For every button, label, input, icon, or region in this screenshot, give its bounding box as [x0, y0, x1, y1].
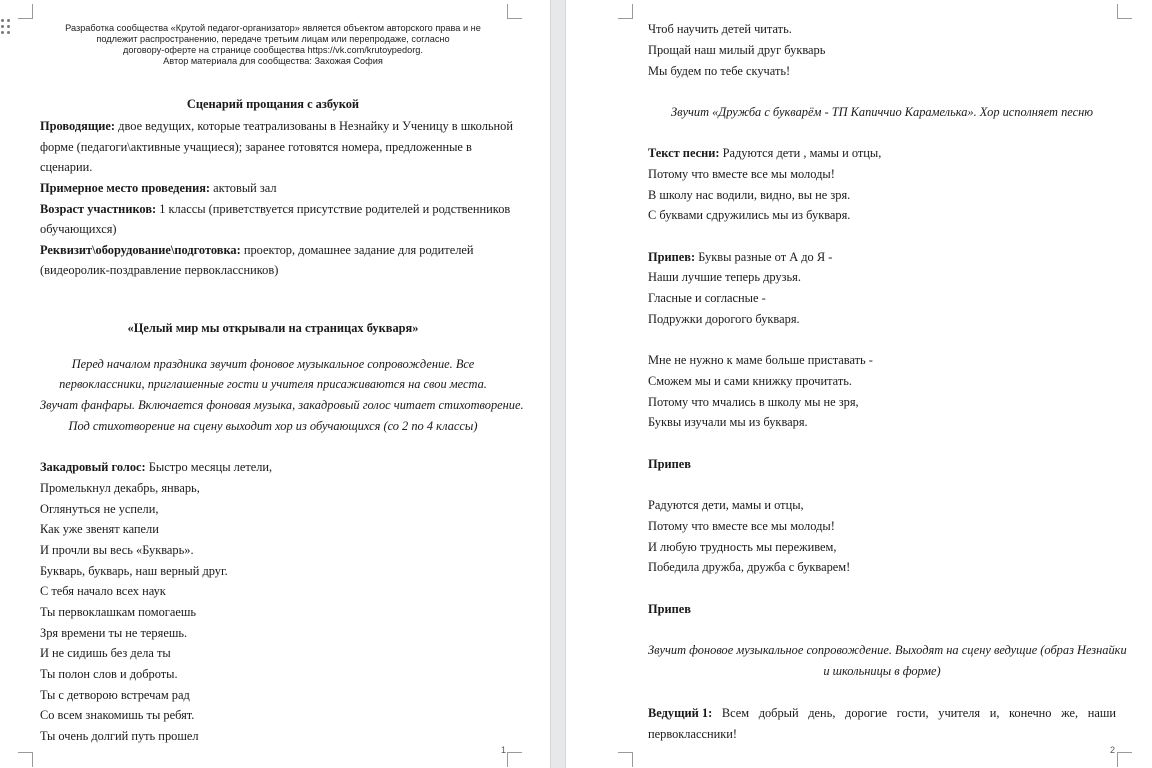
intro-stage-direction: первоклассники, приглашенные гости и учителя присаживаются на свои места.: [59, 377, 487, 391]
voice-paragraph: [40, 460, 272, 475]
song-stage-direction: Звучит «Дружба с букварём - ТП Капиччио Карамелька». Хор исполняет песню: [670, 105, 1093, 119]
hosts-label: Проводящие:: [40, 119, 116, 133]
lyrics-line: Буквы разные от А до Я -: [695, 250, 833, 264]
poem-line: Ты очень долгий путь прошел: [40, 729, 199, 743]
table-move-handle-icon[interactable]: [0, 18, 14, 36]
lyrics-line: Радуются дети , мамы и отцы,: [719, 146, 882, 160]
margin-corner-mark: [18, 752, 33, 767]
lyrics-line: И любую трудность мы переживем,: [648, 540, 837, 554]
hosts-text: сценарии.: [40, 160, 93, 174]
lyrics-line: Подружки дорогого букваря.: [648, 312, 800, 326]
lyrics-line: Наши лучшие теперь друзья.: [648, 270, 801, 284]
speech-word: день,: [808, 706, 836, 720]
props-paragraph: [40, 243, 474, 258]
poem-line: Ты полон слов и доброты.: [40, 667, 178, 681]
intro-stage-direction: Звучат фанфары. Включается фоновая музыка, закадровый голос читает стихотворение.: [40, 398, 524, 412]
poem-line: Оглянуться не успели,: [40, 502, 159, 516]
lyrics-line: Сможем мы и сами книжку прочитать.: [648, 374, 852, 388]
document-page-1[interactable]: [0, 0, 550, 768]
age-text: 1 классы (приветствуется присутствие родителей и родственников: [156, 202, 511, 216]
lyrics-line: С буквами сдружились мы из букваря.: [648, 208, 851, 222]
refrain-heading: Припев: [648, 457, 691, 471]
poem-line: Зря времени ты не теряешь.: [40, 626, 188, 640]
lyrics-label: Текст песни:: [648, 146, 720, 160]
lyrics-line: Потому что мчались в школу мы не зря,: [648, 395, 859, 409]
speech-word: дорогие: [845, 706, 888, 720]
hosts-text: форме (педагоги\активные учащиеся); заранее готовятся номера, предложенные в: [40, 140, 472, 154]
poem-line: Со всем знакомишь ты ребят.: [40, 708, 195, 722]
margin-corner-mark: [507, 752, 522, 767]
age-paragraph: [40, 202, 510, 217]
copyright-line: договору-оферте на странице сообщества https://vk.com/krutoypedorg.: [123, 45, 423, 55]
scenario-title: Сценарий прощания с азбукой: [186, 97, 360, 111]
age-label: Возраст участников:: [40, 202, 157, 216]
speech-word: же,: [1061, 706, 1079, 720]
speech-word: и,: [989, 706, 1000, 720]
intro-stage-direction: Под стихотворение на сцену выходит хор из обучающихся (со 2 по 4 классы): [68, 419, 478, 433]
props-text: проектор, домашнее задание для родителей: [240, 243, 474, 257]
hosts-stage-direction: и школьницы в форме): [823, 664, 941, 678]
lyrics-line: Мне не нужно к маме больше приставать -: [648, 353, 873, 367]
speech-word: гости,: [896, 706, 929, 720]
poem-line: Как уже звенят капели: [40, 522, 159, 536]
margin-corner-mark: [618, 752, 633, 767]
poem-line: Букварь, букварь, наш верный друг.: [40, 564, 228, 578]
props-text: (видеоролик-поздравление первоклассников): [40, 263, 279, 277]
age-text: обучающихся): [40, 222, 117, 236]
copyright-header: [40, 23, 506, 67]
poem-line: Ты с детворою встречам рад: [40, 688, 190, 702]
poem-line: И прочли вы весь «Букварь».: [40, 543, 194, 557]
margin-corner-mark: [1117, 4, 1132, 19]
margin-corner-mark: [618, 4, 633, 19]
chorus-paragraph: [648, 250, 832, 265]
hosts-paragraph: [40, 119, 513, 134]
poem-line: Быстро месяцы летели,: [145, 460, 273, 474]
copyright-line: подлежит распространению, передаче третьим лицам или перепродаже, согласно: [96, 34, 450, 44]
lyrics-line: Потому что вместе все мы молоды!: [648, 167, 835, 181]
poem-line: И не сидишь без дела ты: [40, 646, 171, 660]
refrain-heading: Припев: [648, 602, 691, 616]
page-number: 2: [1110, 745, 1116, 755]
lyrics-line: Гласные и согласные -: [648, 291, 766, 305]
place-text: актовый зал: [210, 181, 277, 195]
host1-speech: [648, 706, 1116, 721]
lyrics-line: Потому что вместе все мы молоды!: [648, 519, 835, 533]
intro-stage-direction: Перед началом праздника звучит фоновое музыкальное сопровождение. Все: [71, 357, 475, 371]
poem-line: Ты первоклашкам помогаешь: [40, 605, 197, 619]
margin-corner-mark: [18, 4, 33, 19]
lyrics-line: Буквы изучали мы из букваря.: [648, 415, 808, 429]
lyrics-line: Победила дружба, дружба с букварем!: [648, 560, 851, 574]
author-line: Автор материала для сообщества: Захожая София: [163, 56, 383, 66]
hosts-text: двое ведущих, которые театрализованы в Незнайку и Ученицу в школьной: [115, 119, 513, 133]
speech-word: добрый: [758, 706, 799, 720]
lyrics-line: Радуются дети, мамы и отцы,: [648, 498, 804, 512]
poem-line: Промелькнул декабрь, январь,: [40, 481, 200, 495]
margin-corner-mark: [507, 4, 522, 19]
host1-speech-line: первоклассники!: [648, 727, 738, 741]
poem-line: С тебя начало всех наук: [40, 584, 166, 598]
place-label: Примерное место проведения:: [40, 181, 211, 195]
speech-word: учителя: [938, 706, 981, 720]
lyrics-paragraph: [648, 146, 881, 161]
speech-word: Всем: [721, 706, 750, 720]
document-page-2[interactable]: [566, 0, 1152, 768]
section-title: «Целый мир мы открывали на страницах букваря»: [127, 321, 419, 335]
page-gap: [550, 0, 566, 768]
poem-line: Прощай наш милый друг букварь: [648, 43, 826, 57]
poem-line: Чтоб научить детей читать.: [648, 22, 792, 36]
place-paragraph: [40, 181, 277, 196]
margin-corner-mark: [1117, 752, 1132, 767]
chorus-label: Припев:: [648, 250, 696, 264]
speech-word: наши: [1087, 706, 1116, 720]
speech-word: конечно: [1009, 706, 1052, 720]
copyright-line: Разработка сообщества «Крутой педагог-организатор» является объектом авторского права и не: [65, 23, 481, 33]
lyrics-line: В школу нас водили, видно, вы не зря.: [648, 188, 851, 202]
host1-label: Ведущий 1:: [648, 706, 713, 720]
poem-line: Мы будем по тебе скучать!: [648, 64, 791, 78]
props-label: Реквизит\оборудование\подготовка:: [40, 243, 241, 257]
hosts-stage-direction: Звучит фоновое музыкальное сопровождение. Выходят на сцену ведущие (образ Незнайки: [648, 643, 1127, 657]
voice-label: Закадровый голос:: [40, 460, 146, 474]
page-number: 1: [501, 745, 507, 755]
